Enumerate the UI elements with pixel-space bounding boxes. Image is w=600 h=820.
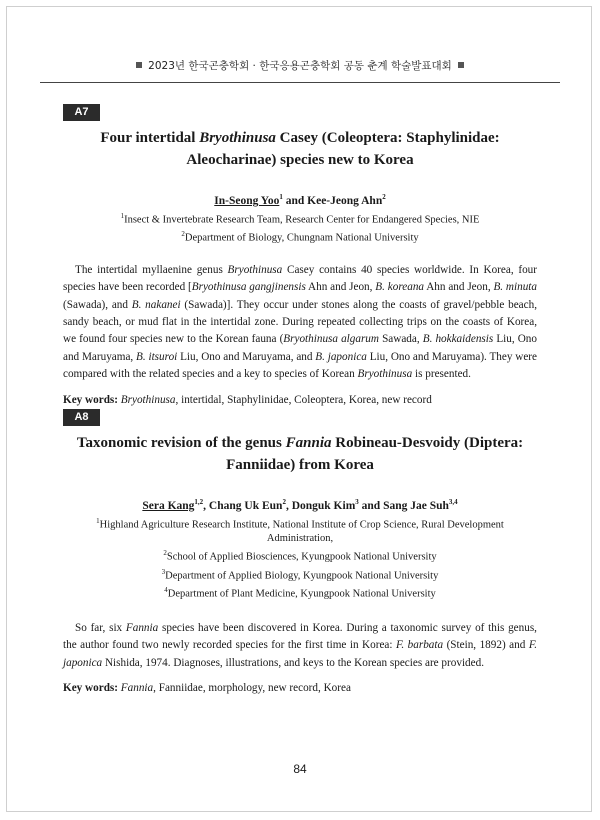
italic-taxon-text: Bryothinusa gangjinensis xyxy=(191,281,306,294)
text-run: (Sawada)]. They occur under stones along the coasts of gravel/pebble beach, sandy beach, or mud flat in the intertidal zone. During repeated collecting trips on the coasts of Korea, we found four species new to the Korean fauna ( xyxy=(63,298,538,346)
abstract-body xyxy=(63,262,537,384)
affiliation-line: $^4$Department of Plant Medicine, Kyungpook National University xyxy=(164,586,436,600)
author-name: Kee-Jeong Ahn xyxy=(307,194,383,207)
italic-taxon-text: F. barbata xyxy=(395,639,444,652)
keywords-line: Key words: Fannia, Fanniidae, morphology, new record, Korea xyxy=(63,682,351,695)
header-rule xyxy=(40,82,560,83)
text-run: Casey contains 40 species worldwide. In Korea, four species have been recorded [ xyxy=(63,263,537,294)
author-list: Sera Kang$^{1,2}$, Chang Uk Eun$^2$, Donguk Kim$^3$ and Sang Jae Suh$^{3,4}$ xyxy=(142,498,458,512)
text-run: , Fanniidae, morphology, new record, Korea xyxy=(153,682,351,695)
italic-taxon-text: B. japonica xyxy=(315,350,367,363)
keywords-line: Key words: Bryothinusa, intertidal, Staphylinidae, Coleoptera, Korea, new record xyxy=(63,393,432,406)
italic-taxon-text: B. hokkaidensis xyxy=(422,333,494,346)
italic-taxon-text: B. minuta xyxy=(493,281,538,294)
abstract-body xyxy=(63,620,537,672)
affiliation-line: $^1$Highland Agriculture Research Institute, National Institute of Crop Science, Rural Development Administration, xyxy=(96,516,504,545)
text-run: Liu, Ono and Maruyama). They were compared with the related species and a key to species of Korean xyxy=(63,350,537,381)
affiliation-line: $^2$School of Applied Biosciences, Kyungpook National University xyxy=(163,549,437,563)
italic-taxon-text: Bryothinusa xyxy=(120,393,176,406)
text-run: Liu, Ono and Maruyama, and xyxy=(177,350,316,363)
text-run: species have been discovered in Korea. During a taxonomic survey of this genus, the author found two newly recorded species for the first time in Korea: xyxy=(63,621,537,652)
affiliations xyxy=(63,514,537,602)
square-bullet-icon xyxy=(136,62,142,68)
italic-taxon-text: B. koreana xyxy=(375,281,425,294)
text-run: Sawada, xyxy=(378,333,423,346)
text-run: is presented. xyxy=(412,368,471,381)
text-run: (Sawada), and xyxy=(63,298,132,311)
presenter-name: In-Seong Yoo xyxy=(214,194,280,207)
presenter-name: Sera Kang xyxy=(142,499,195,512)
square-bullet-icon xyxy=(458,62,464,68)
conference-header xyxy=(40,58,560,73)
affiliation-line: $^3$Department of Applied Biology, Kyungpook National University xyxy=(161,567,439,582)
affiliation-line: $^2$Department of Biology, Chungnam National University xyxy=(181,230,419,244)
abstract-a8 xyxy=(63,407,537,694)
abstract-id-badge: A8 xyxy=(63,409,100,426)
text-run: , intertidal, Staphylinidae, Coleoptera, Korea, new record xyxy=(175,393,432,406)
text-run: So far, six xyxy=(75,621,126,634)
page-number: 84 xyxy=(293,762,307,776)
author-list: In-Seong Yoo$^1$ and Kee-Jeong Ahn$^2$ xyxy=(214,193,386,207)
abstract-a7 xyxy=(63,102,537,406)
italic-taxon-text: F. japonica xyxy=(63,639,537,669)
italic-taxon-text: B. itsuroi xyxy=(136,350,178,363)
affiliation-line: $^1$Insect & Invertebrate Research Team, Research Center for Endangered Species, NIE xyxy=(120,211,480,226)
text-run: Nishida, 1974. Diagnoses, illustrations, and keys to the Korean species are provided. xyxy=(102,656,485,669)
italic-taxon-text: Bryothinusa xyxy=(227,263,283,276)
text-run: (Stein, 1892) and xyxy=(443,639,529,652)
abstract-title: Four intertidal Bryothinusa Casey (Coleoptera: Staphylinidae: Aleocharinae) species new to Korea xyxy=(100,130,500,168)
text-run: Liu, Ono and Maruyama, xyxy=(63,333,537,363)
abstract-id-badge: A7 xyxy=(63,104,100,121)
italic-taxon-text: B. nakanei xyxy=(131,298,181,311)
abstract-title: Taxonomic revision of the genus Fannia Robineau-Desvoidy (Diptera: Fanniidae) from Korea xyxy=(76,435,524,473)
italic-taxon-text: Bryothinusa xyxy=(357,368,413,381)
italic-taxon-text: Bryothinusa algarum xyxy=(283,333,379,346)
text-run: The intertidal myllaenine genus xyxy=(75,263,228,276)
affiliations xyxy=(63,209,537,246)
italic-taxon-text: Fannia xyxy=(125,621,159,634)
italic-taxon-text: Fannia xyxy=(120,682,154,695)
conference-title: 2023년 한국곤충학회 · 한국응용곤충학회 공동 춘계 학술발표대회 xyxy=(148,60,452,72)
text-run: Ahn and Jeon, xyxy=(305,281,376,294)
text-run: Ahn and Jeon, xyxy=(424,281,494,294)
